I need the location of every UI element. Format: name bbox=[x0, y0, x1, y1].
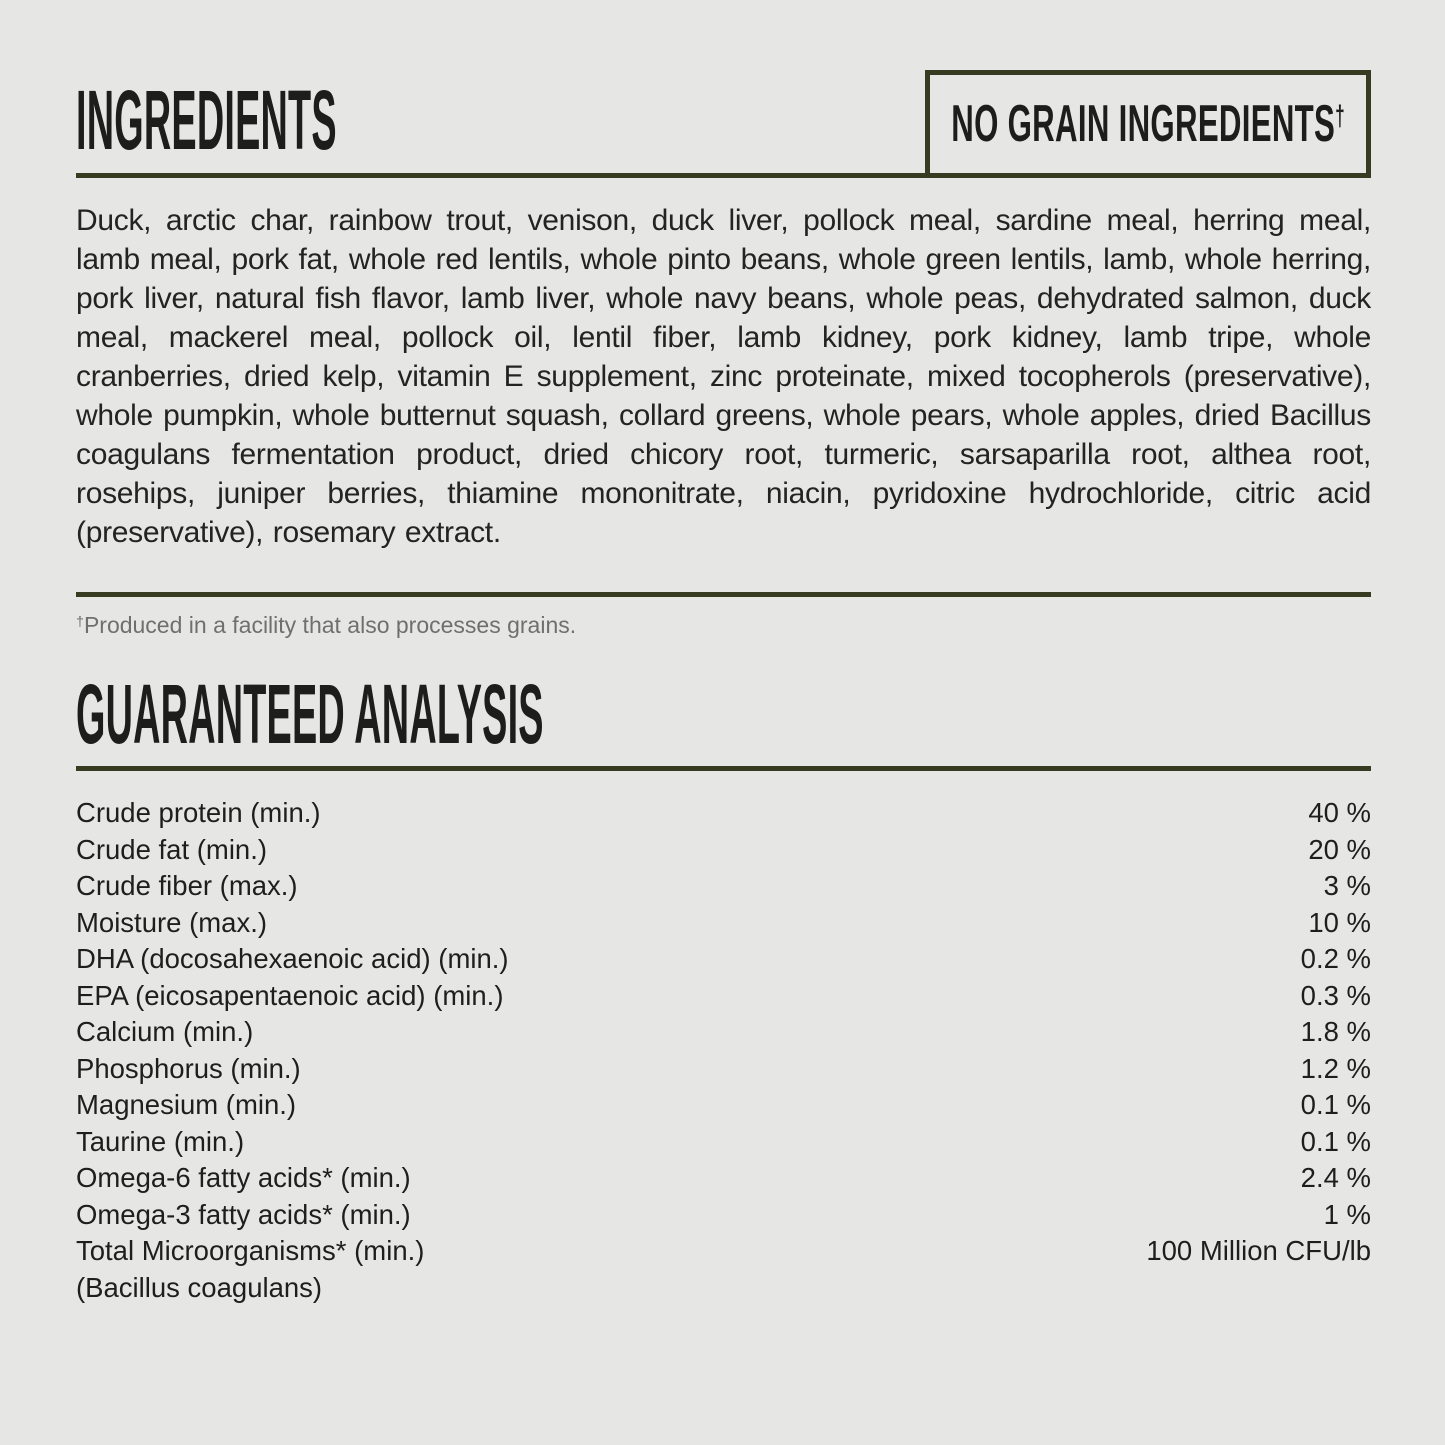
no-grain-badge bbox=[925, 70, 1371, 178]
ingredients-divider bbox=[76, 173, 1371, 178]
analysis-value: 10 % bbox=[1308, 906, 1371, 938]
ingredients-text: Duck, arctic char, rainbow trout, venison, duck liver, pollock meal, sardine meal, herring meal, lamb meal, pork fat, whole red lentils, whole pinto beans, whole green lentils, lamb, whole herring, pork liver, natural fish flavor, lamb liver, whole navy beans, whole peas, dehydrated salmon, duck meal, mackerel meal, pollock oil, lentil fiber, lamb kidney, pork kidney, lamb tripe, whole cranberries, dried kelp, vitamin E supplement, zinc proteinate, mixed tocopherols (preservative), whole pumpkin, whole butternut squash, collard greens, whole pears, whole apples, dried Bacillus coagulans fermentation product, dried chicory root, turmeric, sarsaparilla root, althea root, rosehips, juniper berries, thiamine mononitrate, niacin, pyridoxine hydrochloride, citric acid (preservative), rosemary extract. bbox=[76, 204, 1371, 549]
analysis-label: Moisture (max.) bbox=[76, 906, 267, 938]
analysis-value: 0.3 % bbox=[1300, 979, 1371, 1011]
analysis-row bbox=[76, 1014, 1371, 1051]
analysis-row bbox=[76, 905, 1371, 942]
analysis-value: 1.2 % bbox=[1300, 1052, 1371, 1084]
analysis-row bbox=[76, 1160, 1371, 1197]
analysis-row bbox=[76, 795, 1371, 832]
analysis-value: 3 % bbox=[1323, 870, 1371, 901]
analysis-value: 20 % bbox=[1308, 833, 1371, 865]
analysis-value: 1.8 % bbox=[1300, 1016, 1371, 1047]
analysis-label: Crude fat (min.) bbox=[76, 833, 268, 865]
analysis-value: 0.1 % bbox=[1300, 1089, 1371, 1120]
analysis-value: 40 % bbox=[1308, 797, 1371, 828]
analysis-label: Calcium (min.) bbox=[76, 1016, 254, 1047]
analysis-label: Total Microorganisms* (min.) bbox=[76, 1235, 425, 1266]
analysis-divider bbox=[76, 766, 1371, 771]
analysis-label: Taurine (min.) bbox=[76, 1125, 245, 1157]
analysis-row bbox=[76, 1051, 1371, 1088]
analysis-value: 2.4 % bbox=[1300, 1162, 1371, 1193]
analysis-value: 1 % bbox=[1323, 1198, 1371, 1230]
analysis-row bbox=[76, 868, 1371, 905]
ingredients-title: INGREDIENTS bbox=[76, 73, 337, 167]
analysis-row bbox=[76, 941, 1371, 978]
no-grain-badge-text: NO GRAIN INGREDIENTS† bbox=[951, 95, 1345, 153]
analysis-table bbox=[76, 795, 1371, 1306]
analysis-label: (Bacillus coagulans) bbox=[76, 1271, 323, 1303]
analysis-row bbox=[76, 832, 1371, 869]
analysis-value: 0.2 % bbox=[1300, 943, 1371, 974]
analysis-value: 100 Million CFU/lb bbox=[1146, 1235, 1371, 1266]
analysis-label: Magnesium (min.) bbox=[76, 1089, 297, 1120]
analysis-label: Omega-3 fatty acids* (min.) bbox=[76, 1198, 411, 1230]
footnote-text: †Produced in a facility that also processes grains. bbox=[76, 612, 577, 638]
analysis-row bbox=[76, 1124, 1371, 1161]
dagger-mark: † bbox=[1335, 100, 1345, 133]
analysis-label: DHA (docosahexaenoic acid) (min.) bbox=[76, 943, 509, 974]
dagger-mark: † bbox=[76, 613, 84, 630]
guaranteed-analysis-title: GUARANTEED ANALYSIS bbox=[76, 667, 544, 761]
analysis-label: Crude fiber (max.) bbox=[76, 870, 298, 901]
label-content bbox=[76, 0, 1371, 1306]
analysis-row bbox=[76, 1087, 1371, 1124]
footnote-divider bbox=[76, 592, 1371, 597]
analysis-label: Crude protein (min.) bbox=[76, 797, 321, 828]
analysis-label: Phosphorus (min.) bbox=[76, 1052, 301, 1084]
analysis-label: Omega-6 fatty acids* (min.) bbox=[76, 1162, 411, 1193]
analysis-label: EPA (eicosapentaenoic acid) (min.) bbox=[76, 979, 504, 1011]
analysis-row bbox=[76, 1270, 1371, 1307]
ingredients-header bbox=[76, 0, 1371, 178]
analysis-row bbox=[76, 978, 1371, 1015]
analysis-row bbox=[76, 1197, 1371, 1234]
analysis-row bbox=[76, 1233, 1371, 1270]
analysis-value: 0.1 % bbox=[1300, 1125, 1371, 1157]
